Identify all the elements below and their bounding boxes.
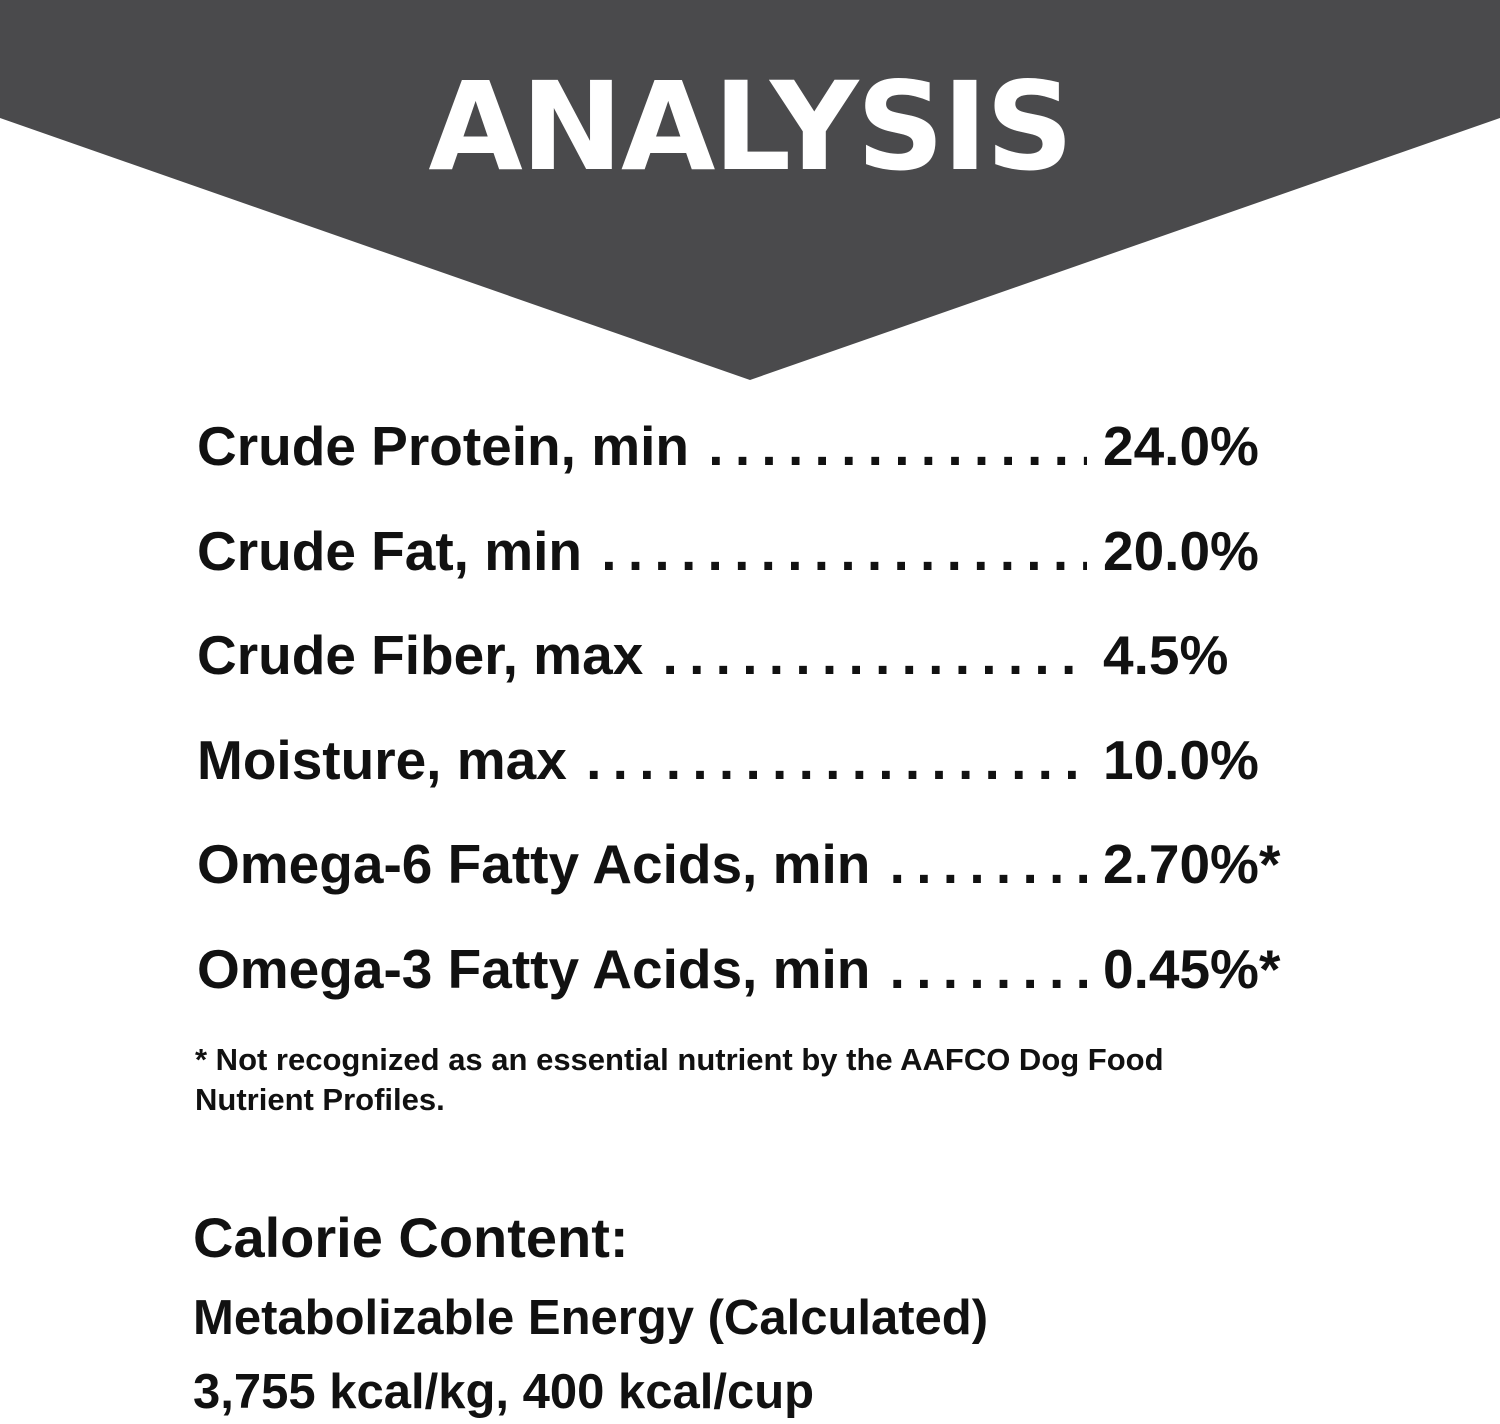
row-value: 20.0% xyxy=(1103,519,1259,582)
analysis-row-crude-fat xyxy=(197,519,1307,624)
analysis-row-omega-6 xyxy=(197,832,1307,937)
row-label xyxy=(197,519,1087,583)
row-value: 4.5% xyxy=(1103,624,1229,686)
row-label-text: Omega-3 Fatty Acids, min xyxy=(197,938,876,1000)
row-label-text: Crude Fiber, max xyxy=(197,624,649,686)
guaranteed-analysis-list xyxy=(197,414,1307,1041)
row-label xyxy=(197,623,1087,687)
calorie-content-heading: Calorie Content: xyxy=(193,1206,629,1269)
analysis-row-omega-3 xyxy=(197,937,1307,1042)
aafco-footnote: * Not recognized as an essential nutrient by the AAFCO Dog Food Nutrient Profiles. xyxy=(195,1042,1164,1117)
row-value: 10.0% xyxy=(1103,728,1259,791)
metabolizable-energy-label: Metabolizable Energy (Calculated) xyxy=(193,1291,989,1345)
row-label-text: Moisture, max xyxy=(197,729,573,791)
row-label xyxy=(197,414,1087,478)
row-label xyxy=(197,832,1087,896)
row-value: 24.0% xyxy=(1103,415,1259,477)
analysis-row-crude-fiber xyxy=(197,623,1307,728)
analysis-banner xyxy=(0,0,1500,380)
row-label-text: Crude Protein, min xyxy=(197,415,695,477)
row-label xyxy=(197,728,1087,792)
analysis-row-crude-protein xyxy=(197,414,1307,519)
row-label-text: Omega-6 Fatty Acids, min xyxy=(197,833,876,895)
row-value: 0.45%* xyxy=(1103,937,1281,1000)
calorie-values: 3,755 kcal/kg, 400 kcal/cup xyxy=(193,1365,815,1419)
row-label-text: Crude Fat, min xyxy=(197,520,588,582)
page-title: ANALYSIS xyxy=(428,56,1072,198)
analysis-row-moisture xyxy=(197,728,1307,833)
row-value: 2.70%* xyxy=(1103,833,1281,895)
row-label xyxy=(197,937,1087,1001)
